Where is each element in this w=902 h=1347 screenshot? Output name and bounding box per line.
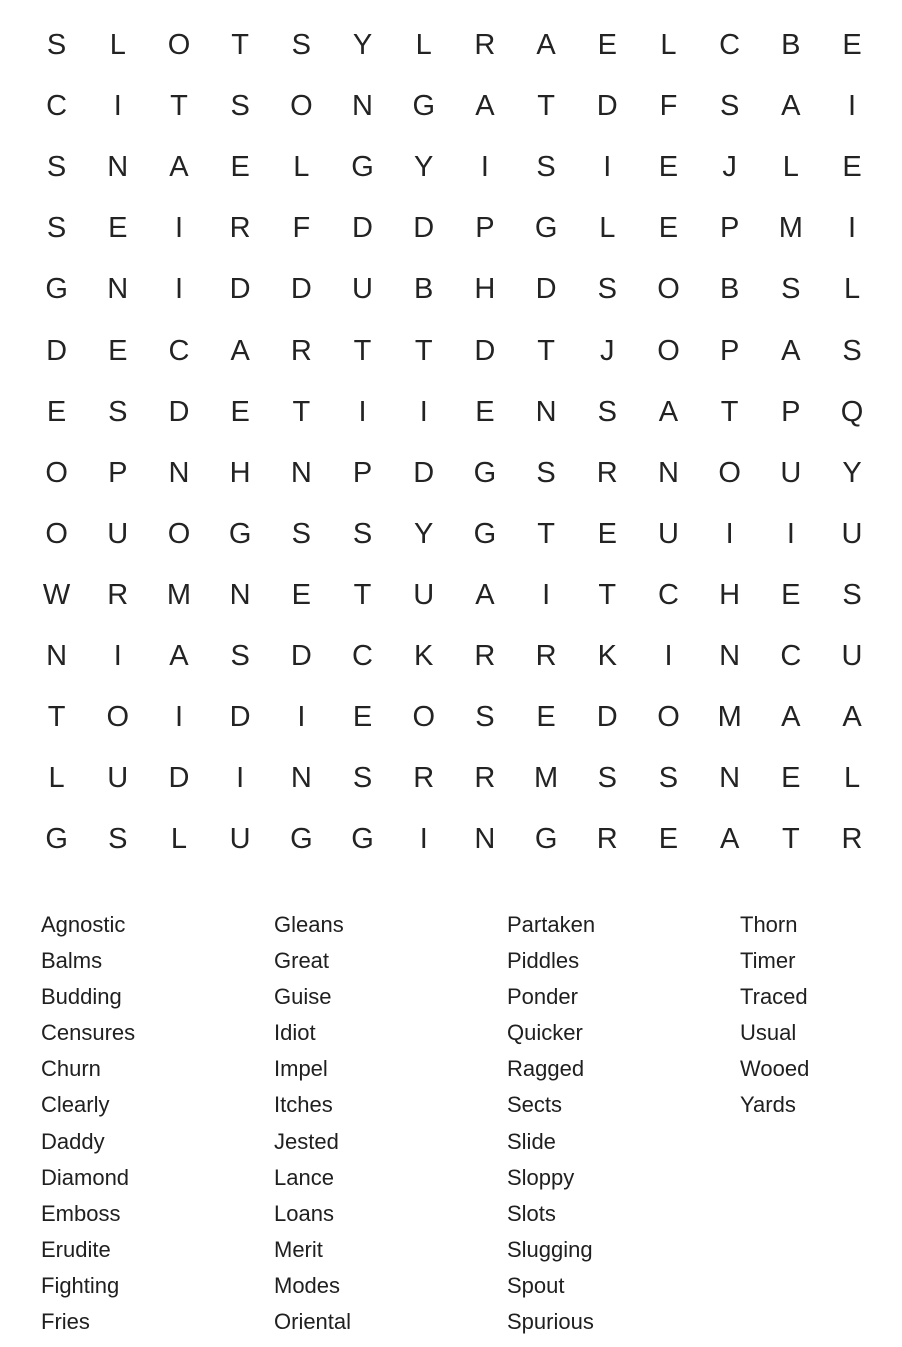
grid-letter[interactable]: U: [229, 823, 251, 856]
grid-letter[interactable]: C: [46, 90, 68, 123]
grid-letter[interactable]: A: [169, 639, 189, 672]
word-list-item: Budding: [41, 984, 122, 1010]
grid-letter[interactable]: L: [782, 151, 799, 184]
grid-letter[interactable]: T: [720, 395, 739, 428]
grid-letter[interactable]: I: [419, 823, 428, 856]
grid-letter[interactable]: C: [168, 334, 190, 367]
grid-letter[interactable]: R: [535, 639, 557, 672]
grid-letter[interactable]: E: [475, 395, 495, 428]
grid-letter[interactable]: A: [169, 151, 189, 184]
word-list-item: Ragged: [507, 1056, 585, 1082]
grid-letter[interactable]: N: [168, 456, 190, 489]
grid-letter[interactable]: U: [841, 517, 863, 550]
grid-letter[interactable]: O: [106, 701, 130, 734]
grid-letter[interactable]: A: [536, 29, 556, 62]
grid-letter[interactable]: E: [781, 762, 801, 795]
word-list-item: Ponder: [507, 984, 578, 1010]
grid-letter[interactable]: M: [717, 701, 742, 734]
grid-letter[interactable]: E: [597, 29, 617, 62]
grid-letter[interactable]: N: [107, 273, 129, 306]
grid-letter[interactable]: I: [848, 90, 857, 123]
word-list-column: [740, 907, 880, 1340]
grid-letter[interactable]: D: [290, 273, 312, 306]
grid-letter[interactable]: I: [725, 517, 734, 550]
grid-letter[interactable]: K: [597, 639, 617, 672]
grid-letter[interactable]: I: [848, 212, 857, 245]
grid-letter[interactable]: U: [413, 578, 435, 611]
grid-letter[interactable]: R: [229, 212, 251, 245]
word-list-item: Sects: [507, 1092, 563, 1118]
grid-letter[interactable]: L: [170, 823, 188, 856]
word-list-item: Idiot: [274, 1020, 316, 1046]
grid-letter[interactable]: L: [293, 151, 310, 184]
word-list-item: Yards: [740, 1092, 796, 1118]
word-list-item: Diamond: [41, 1164, 130, 1190]
grid-letter[interactable]: E: [842, 29, 862, 62]
grid-letter[interactable]: A: [781, 334, 801, 367]
grid-letter[interactable]: T: [353, 334, 372, 367]
grid-letter[interactable]: I: [603, 151, 612, 184]
grid-letter[interactable]: U: [107, 517, 129, 550]
word-list-item: Merit: [274, 1236, 323, 1262]
word-list-item: Erudite: [41, 1236, 111, 1262]
word-list-item: Balms: [41, 948, 103, 974]
grid-letter[interactable]: S: [46, 212, 67, 245]
grid-letter[interactable]: U: [841, 639, 863, 672]
grid-letter[interactable]: Y: [414, 517, 434, 550]
grid-letter[interactable]: I: [297, 701, 306, 734]
grid-letter[interactable]: I: [480, 151, 489, 184]
word-list-item: Great: [274, 948, 330, 974]
grid-letter[interactable]: E: [108, 334, 128, 367]
word-list-item: Wooed: [740, 1056, 810, 1082]
grid-letter[interactable]: B: [414, 273, 434, 306]
grid-letter[interactable]: T: [231, 29, 250, 62]
grid-letter[interactable]: E: [842, 151, 862, 184]
grid-letter[interactable]: D: [596, 90, 618, 123]
grid-letter[interactable]: S: [842, 578, 862, 611]
word-list-item: Censures: [41, 1020, 136, 1046]
word-list-item: Churn: [41, 1056, 101, 1082]
grid-letter[interactable]: R: [107, 578, 129, 611]
grid-letter[interactable]: G: [534, 823, 558, 856]
grid-letter[interactable]: P: [781, 395, 801, 428]
grid-letter[interactable]: I: [786, 517, 795, 550]
grid-letter[interactable]: A: [658, 395, 679, 428]
grid-letter[interactable]: S: [46, 151, 67, 184]
grid-letter[interactable]: E: [46, 395, 67, 428]
word-list-item: Spout: [507, 1272, 565, 1298]
grid-letter[interactable]: S: [536, 151, 556, 184]
grid-letter[interactable]: G: [473, 517, 497, 550]
grid-letter[interactable]: L: [48, 762, 65, 795]
word-list-item: Itches: [274, 1092, 333, 1118]
word-list-item: Agnostic: [41, 912, 126, 937]
grid-letter[interactable]: H: [229, 456, 251, 489]
grid-letter[interactable]: S: [597, 273, 617, 306]
grid-letter[interactable]: D: [596, 701, 618, 734]
grid-letter[interactable]: K: [414, 639, 434, 672]
grid-letter[interactable]: P: [108, 456, 128, 489]
grid-letter[interactable]: R: [596, 456, 618, 489]
word-list-item: Loans: [274, 1200, 334, 1226]
grid-letter[interactable]: T: [598, 578, 617, 611]
word-list-item: Jested: [274, 1128, 339, 1154]
grid-letter[interactable]: E: [352, 701, 373, 734]
grid-letter[interactable]: F: [292, 212, 311, 245]
grid-letter[interactable]: G: [534, 212, 558, 245]
word-list-column: [41, 907, 274, 1340]
grid-letter[interactable]: L: [843, 273, 861, 306]
grid-letter[interactable]: T: [170, 90, 188, 123]
grid-letter[interactable]: A: [475, 578, 495, 611]
grid-letter[interactable]: N: [46, 639, 68, 672]
grid-letter[interactable]: O: [657, 273, 680, 306]
grid-letter[interactable]: S: [719, 90, 740, 123]
grid-letter[interactable]: N: [229, 578, 251, 611]
grid-letter[interactable]: D: [46, 334, 68, 367]
grid-letter[interactable]: R: [596, 823, 618, 856]
grid-letter[interactable]: O: [290, 90, 313, 123]
grid-letter[interactable]: Q: [840, 395, 864, 428]
word-list-item: Oriental: [274, 1309, 352, 1335]
grid-letter[interactable]: A: [475, 90, 495, 123]
grid-letter[interactable]: D: [413, 212, 435, 245]
grid-letter[interactable]: R: [474, 29, 496, 62]
grid-letter[interactable]: O: [45, 456, 68, 489]
grid-letter[interactable]: L: [660, 29, 677, 62]
grid-letter[interactable]: P: [475, 212, 495, 245]
letter-grid: [26, 15, 883, 870]
grid-letter[interactable]: Y: [842, 456, 862, 489]
grid-letter[interactable]: D: [474, 334, 496, 367]
word-list-item: Spurious: [507, 1309, 594, 1335]
grid-letter[interactable]: T: [537, 517, 555, 550]
grid-letter[interactable]: I: [174, 212, 183, 245]
grid-letter[interactable]: S: [842, 334, 862, 367]
grid-letter[interactable]: N: [719, 639, 741, 672]
word-list-item: Traced: [740, 984, 808, 1010]
grid-letter[interactable]: E: [658, 151, 679, 184]
grid-letter[interactable]: I: [236, 762, 245, 795]
grid-letter[interactable]: O: [167, 29, 191, 62]
grid-letter[interactable]: D: [352, 212, 373, 245]
grid-letter[interactable]: O: [167, 517, 191, 550]
grid-letter[interactable]: S: [46, 29, 67, 62]
grid-letter[interactable]: E: [781, 578, 801, 611]
grid-letter[interactable]: A: [781, 701, 801, 734]
word-list-item: Lance: [274, 1164, 334, 1190]
word-list-item: Thorn: [740, 912, 798, 937]
word-list-item: Impel: [274, 1056, 328, 1082]
grid-letter[interactable]: R: [290, 334, 312, 367]
grid-letter[interactable]: L: [599, 212, 616, 245]
grid-letter[interactable]: R: [474, 639, 496, 672]
grid-letter[interactable]: U: [657, 517, 679, 550]
grid-letter[interactable]: Y: [352, 29, 373, 62]
word-list-item: Timer: [740, 948, 796, 974]
grid-letter[interactable]: N: [352, 90, 373, 123]
word-list-column: [274, 907, 507, 1340]
grid-letter[interactable]: B: [719, 273, 740, 306]
grid-letter[interactable]: P: [719, 212, 740, 245]
grid-letter[interactable]: R: [413, 762, 435, 795]
grid-letter[interactable]: S: [291, 29, 312, 62]
word-list-item: Partaken: [507, 912, 596, 937]
grid-letter[interactable]: J: [722, 151, 737, 184]
grid-letter[interactable]: T: [537, 334, 555, 367]
grid-letter[interactable]: T: [292, 395, 311, 428]
grid-letter[interactable]: D: [229, 273, 251, 306]
grid-letter[interactable]: I: [419, 395, 428, 428]
word-list-item: Emboss: [41, 1200, 121, 1226]
grid-letter[interactable]: S: [597, 395, 617, 428]
word-list-item: Modes: [274, 1272, 341, 1298]
grid-letter[interactable]: D: [229, 701, 251, 734]
grid-letter[interactable]: I: [664, 639, 673, 672]
word-list-item: Usual: [740, 1020, 797, 1046]
grid-letter[interactable]: N: [719, 762, 741, 795]
grid-letter[interactable]: A: [230, 334, 250, 367]
grid-letter[interactable]: E: [230, 151, 250, 184]
grid-letter[interactable]: M: [778, 212, 803, 245]
grid-letter[interactable]: D: [168, 762, 190, 795]
grid-letter[interactable]: D: [413, 456, 435, 489]
grid-letter[interactable]: T: [353, 578, 372, 611]
grid-letter[interactable]: H: [719, 578, 741, 611]
grid-letter[interactable]: H: [474, 273, 496, 306]
grid-letter[interactable]: S: [108, 823, 128, 856]
grid-letter[interactable]: G: [45, 823, 68, 856]
grid-letter[interactable]: F: [659, 90, 678, 123]
grid-letter[interactable]: M: [166, 578, 192, 611]
word-list-item: Fighting: [41, 1272, 120, 1298]
grid-letter[interactable]: D: [290, 639, 312, 672]
grid-letter[interactable]: E: [658, 212, 679, 245]
grid-letter[interactable]: S: [658, 762, 679, 795]
word-list-item: Sloppy: [507, 1164, 575, 1190]
grid-letter[interactable]: S: [352, 762, 373, 795]
grid-letter[interactable]: L: [109, 29, 126, 62]
grid-letter[interactable]: U: [352, 273, 373, 306]
word-list-item: Piddles: [507, 948, 580, 974]
grid-letter[interactable]: O: [657, 701, 680, 734]
grid-letter[interactable]: R: [474, 762, 496, 795]
grid-letter[interactable]: S: [108, 395, 128, 428]
word-list-item: Guise: [274, 984, 332, 1010]
grid-letter[interactable]: Y: [414, 151, 434, 184]
word-list-item: Slide: [507, 1128, 556, 1154]
grid-letter[interactable]: S: [291, 517, 312, 550]
grid-letter[interactable]: O: [718, 456, 741, 489]
grid-letter[interactable]: I: [174, 701, 183, 734]
grid-letter[interactable]: N: [107, 151, 129, 184]
grid-letter[interactable]: N: [290, 762, 312, 795]
grid-letter[interactable]: I: [358, 395, 367, 428]
grid-letter[interactable]: A: [781, 90, 801, 123]
grid-letter[interactable]: G: [412, 90, 435, 123]
grid-letter[interactable]: W: [42, 578, 71, 611]
grid-letter[interactable]: J: [600, 334, 615, 367]
grid-letter[interactable]: S: [230, 90, 250, 123]
word-list-item: Slots: [507, 1200, 556, 1226]
grid-letter[interactable]: S: [781, 273, 801, 306]
grid-letter[interactable]: E: [108, 212, 128, 245]
grid-letter[interactable]: O: [45, 517, 68, 550]
word-list-column: [507, 907, 740, 1340]
grid-letter[interactable]: O: [657, 334, 680, 367]
word-list-item: Daddy: [41, 1128, 105, 1154]
grid-letter[interactable]: I: [542, 578, 551, 611]
word-list: [41, 907, 881, 1340]
grid-letter[interactable]: L: [843, 762, 861, 795]
grid-letter[interactable]: T: [414, 334, 433, 367]
grid-letter[interactable]: I: [113, 639, 122, 672]
grid-letter[interactable]: I: [174, 273, 183, 306]
grid-letter[interactable]: M: [534, 762, 559, 795]
grid-letter[interactable]: G: [351, 823, 374, 856]
grid-letter[interactable]: G: [45, 273, 68, 306]
grid-letter[interactable]: N: [657, 456, 679, 489]
grid-letter[interactable]: B: [781, 29, 801, 62]
grid-letter[interactable]: G: [473, 456, 497, 489]
word-list-item: Gleans: [274, 912, 344, 937]
grid-letter[interactable]: S: [475, 701, 495, 734]
word-list-item: Slugging: [507, 1236, 593, 1262]
grid-letter[interactable]: S: [536, 456, 556, 489]
grid-letter[interactable]: P: [352, 456, 373, 489]
grid-letter[interactable]: U: [107, 762, 129, 795]
grid-letter[interactable]: T: [537, 90, 555, 123]
grid-letter[interactable]: E: [536, 701, 556, 734]
grid-letter[interactable]: N: [474, 823, 496, 856]
grid-letter[interactable]: E: [230, 395, 250, 428]
grid-letter[interactable]: C: [780, 639, 802, 672]
grid-letter[interactable]: D: [535, 273, 557, 306]
grid-letter[interactable]: T: [781, 823, 800, 856]
grid-letter[interactable]: G: [290, 823, 313, 856]
grid-letter[interactable]: G: [351, 151, 374, 184]
grid-letter[interactable]: E: [597, 517, 617, 550]
grid-letter[interactable]: C: [719, 29, 741, 62]
grid-letter[interactable]: P: [719, 334, 740, 367]
grid-letter[interactable]: S: [597, 762, 617, 795]
word-list-item: Clearly: [41, 1092, 110, 1118]
grid-letter[interactable]: I: [113, 90, 122, 123]
grid-letter[interactable]: U: [780, 456, 802, 489]
grid-letter[interactable]: A: [842, 701, 862, 734]
grid-letter[interactable]: N: [535, 395, 557, 428]
grid-letter[interactable]: A: [719, 823, 740, 856]
grid-letter[interactable]: G: [228, 517, 252, 550]
grid-letter[interactable]: C: [657, 578, 679, 611]
grid-letter[interactable]: S: [352, 517, 373, 550]
grid-letter[interactable]: T: [47, 701, 66, 734]
grid-letter[interactable]: L: [415, 29, 432, 62]
grid-letter[interactable]: E: [658, 823, 679, 856]
grid-letter[interactable]: D: [168, 395, 190, 428]
grid-letter[interactable]: S: [230, 639, 250, 672]
word-list-item: Quicker: [507, 1020, 583, 1046]
grid-letter[interactable]: C: [352, 639, 373, 672]
grid-letter[interactable]: E: [291, 578, 312, 611]
grid-letter[interactable]: N: [290, 456, 312, 489]
grid-letter[interactable]: O: [412, 701, 435, 734]
grid-letter[interactable]: R: [841, 823, 863, 856]
word-list-item: Fries: [41, 1309, 90, 1335]
